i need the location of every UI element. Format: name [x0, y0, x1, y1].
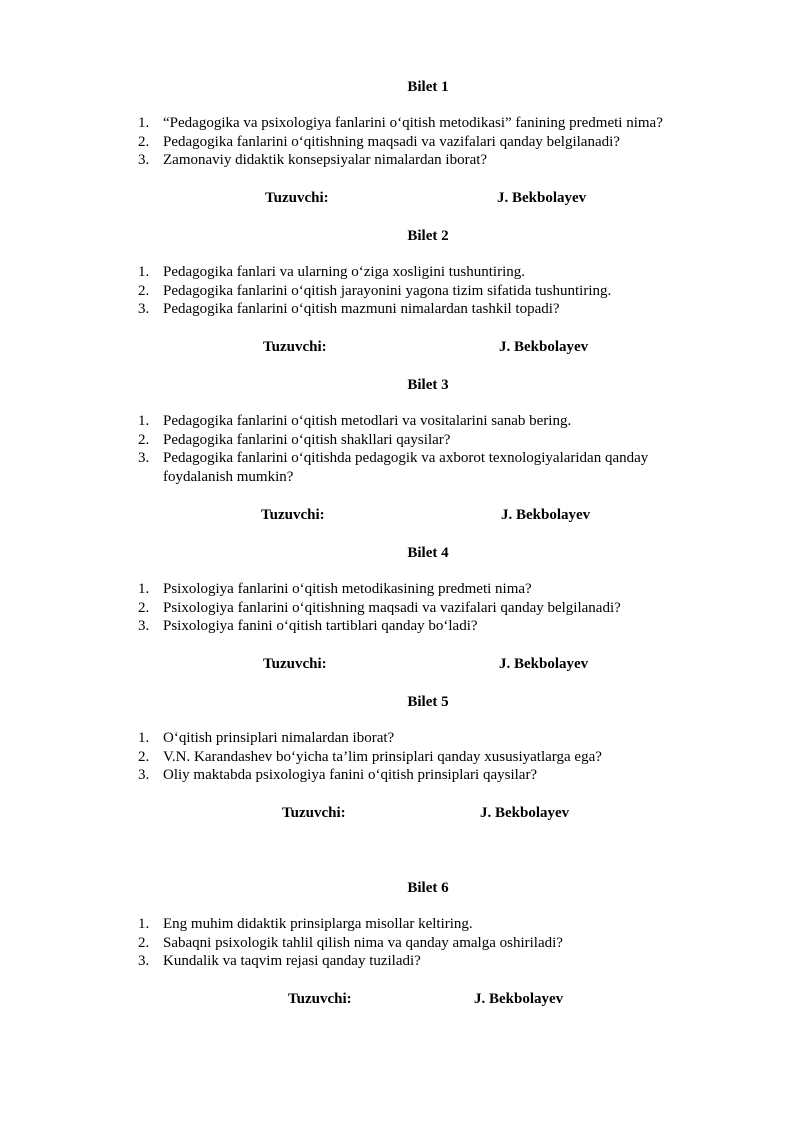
compiler-name: J. Bekbolayev	[501, 507, 591, 523]
ticket-title: Bilet 5	[407, 694, 449, 710]
list-item: 3. Pedagogika fanlarini o‘qitish mazmuni nimalardan tashkil topadi?	[138, 301, 560, 318]
question-list	[138, 412, 718, 487]
list-item: 1. Eng muhim didaktik prinsiplarga misollar keltiring.	[138, 916, 473, 932]
compiler-name: J. Bekbolayev	[480, 805, 570, 821]
ticket-title: Bilet 4	[407, 545, 449, 561]
compiler-name: J. Bekbolayev	[474, 991, 564, 1007]
compiler-label: Tuzuvchi:	[261, 507, 325, 523]
compiler-label: Tuzuvchi:	[288, 991, 352, 1007]
list-item: 3. Kundalik va taqvim rejasi qanday tuziladi?	[138, 953, 421, 970]
list-item: 2. Pedagogika fanlarini o‘qitish jarayonini yagona tizim sifatida tushuntiring.	[138, 282, 612, 299]
compiler-name: J. Bekbolayev	[499, 339, 589, 355]
list-item: 1. Pedagogika fanlari va ularning o‘ziga xosligini tushuntiring.	[138, 264, 526, 280]
compiler-label: Tuzuvchi:	[282, 805, 346, 821]
list-item: 1. Pedagogika fanlarini o‘qitish metodlari va vositalarini sanab bering.	[138, 413, 572, 429]
ticket-title: Bilet 6	[407, 880, 449, 896]
ticket-title: Bilet 2	[407, 228, 449, 244]
question-list	[138, 580, 718, 636]
list-item: 2. V.N. Karandashev bo‘yicha ta’lim prinsiplari qanday xususiyatlarga ega?	[138, 748, 602, 765]
list-item: 2. Pedagogika fanlarini o‘qitishning maqsadi va vazifalari qanday belgilanadi?	[138, 133, 620, 150]
compiler-label: Tuzuvchi:	[263, 339, 327, 355]
question-list	[138, 729, 718, 785]
compiler-label: Tuzuvchi:	[265, 190, 329, 206]
list-item: 1. Psixologiya fanlarini o‘qitish metodikasining predmeti nima?	[138, 581, 532, 597]
list-item: 3. Oliy maktabda psixologiya fanini o‘qitish prinsiplari qaysilar?	[138, 767, 538, 784]
list-item: 3. Zamonaviy didaktik konsepsiyalar nimalardan iborat?	[138, 152, 488, 169]
list-item: 2. Pedagogika fanlarini o‘qitish shakllari qaysilar?	[138, 431, 451, 448]
compiler-name: J. Bekbolayev	[499, 656, 589, 672]
question-list	[138, 263, 718, 319]
list-item: 1. O‘qitish prinsiplari nimalardan iborat?	[138, 730, 395, 746]
list-item: 2. Sabaqni psixologik tahlil qilish nima va qanday amalga oshiriladi?	[138, 934, 563, 951]
question-list	[138, 114, 718, 170]
ticket-title: Bilet 1	[407, 79, 449, 95]
compiler-label: Tuzuvchi:	[263, 656, 327, 672]
list-item: 2. Psixologiya fanlarini o‘qitishning maqsadi va vazifalari qanday belgilanadi?	[138, 599, 621, 616]
compiler-name: J. Bekbolayev	[497, 190, 587, 206]
question-list	[138, 915, 718, 971]
ticket-title: Bilet 3	[407, 377, 449, 393]
list-item: 1. “Pedagogika va psixologiya fanlarini o‘qitish metodikasi” fanining predmeti nima?	[138, 115, 663, 131]
list-item: 3. Pedagogika fanlarini o‘qitishda pedagogik va axborot texnologiyalaridan qanday foydalanish mumkin?	[138, 450, 649, 486]
list-item: 3. Psixologiya fanini o‘qitish tartiblari qanday bo‘ladi?	[138, 618, 478, 635]
